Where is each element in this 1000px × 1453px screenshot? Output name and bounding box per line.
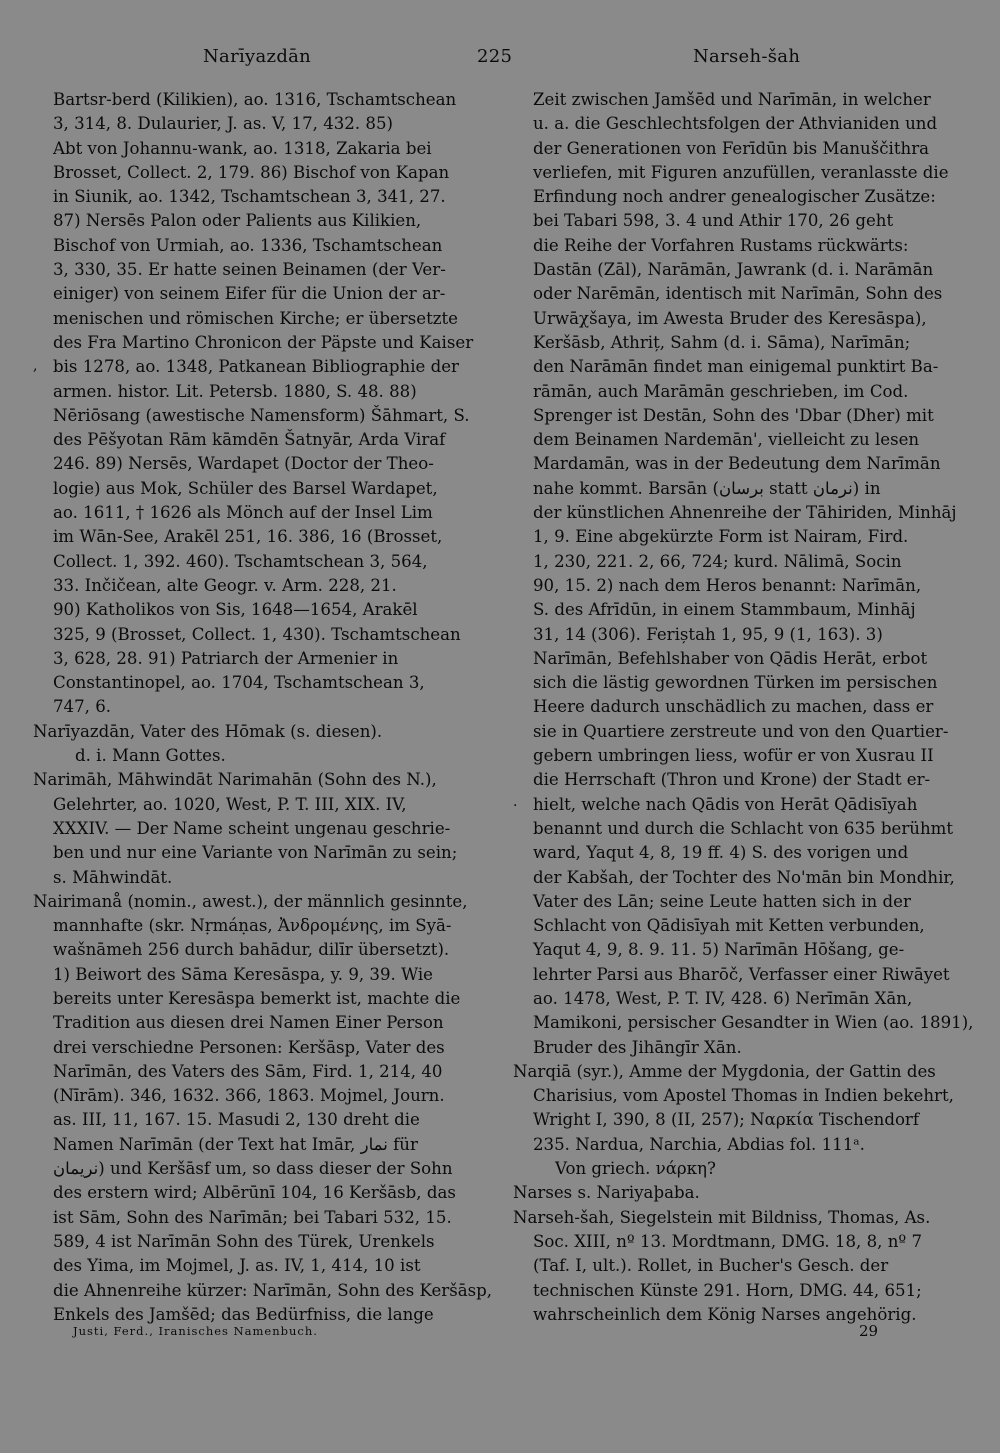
text-line: Keršāsb, Athriț, Sahm (d. i. Sāma), Narīmān; bbox=[533, 332, 911, 352]
right-text-column bbox=[513, 88, 974, 1327]
entry-headword-line: Narses s. Nariyaþaba. bbox=[513, 1183, 700, 1203]
text-line: Gelehrter, ao. 1020, West, P. T. III, XIX. IV, bbox=[53, 794, 407, 814]
text-line: Dastān (Zāl), Narāmān, Jawrank (d. i. Narāmān bbox=[533, 260, 934, 280]
text-line: 87) Nersēs Palon oder Palients aus Kilikien, bbox=[53, 211, 422, 231]
text-line: Narīmān, Befehlshaber von Qādis Herāt, erbot bbox=[533, 648, 928, 668]
text-line: gebern umbringen liess, wofür er von Xusrau II bbox=[533, 746, 934, 766]
printer-signature: Justi, Ferd., Iranisches Namenbuch. bbox=[73, 1324, 318, 1338]
text-line: der Generationen von Ferīdūn bis Manuščithra bbox=[533, 138, 930, 158]
text-line: XXXIV. — Der Name scheint ungenau geschrie- bbox=[53, 818, 451, 838]
text-line: der künstlichen Ahnenreihe der Tāhiriden, Minhāj bbox=[533, 503, 957, 523]
text-line: Charisius, vom Apostel Thomas in Indien bekehrt, bbox=[533, 1086, 954, 1106]
text-line: einiger) von seinem Eifer für die Union der ar- bbox=[53, 284, 446, 304]
text-line: ben und nur eine Variante von Narīmān zu sein; bbox=[53, 843, 458, 863]
text-line: 1, 230, 221. 2, 66, 724; kurd. Nālimā, Socin bbox=[533, 551, 902, 571]
text-line: Schlacht von Qādisīyah mit Ketten verbunden, bbox=[533, 916, 925, 936]
text-line: u. a. die Geschlechtsfolgen der Athvianiden und bbox=[533, 114, 938, 134]
text-line: 747, 6. bbox=[53, 697, 112, 717]
text-line: des Fra Martino Chronicon der Päpste und Kaiser bbox=[53, 332, 474, 352]
text-line: wašnāmeh 256 durch bahādur, dilīr übersetzt). bbox=[53, 940, 450, 960]
text-line: hielt, welche nach Qādis von Herāt Qādisīyah bbox=[533, 794, 918, 814]
text-line: d. i. Mann Gottes. bbox=[75, 746, 226, 766]
text-line: technischen Künste 291. Horn, DMG. 44, 651; bbox=[533, 1280, 922, 1300]
text-line: Collect. 1, 392. 460). Tschamtschean 3, 564, bbox=[53, 551, 428, 571]
text-line: Urwāχšaya, im Awesta Bruder des Keresāspa), bbox=[533, 308, 927, 328]
text-line: im Wān-See, Arakēl 251, 16. 386, 16 (Brosset, bbox=[53, 527, 443, 547]
text-line: (Nīrām). 346, 1632. 366, 1863. Mojmel, Journ. bbox=[53, 1086, 445, 1106]
text-line: verliefen, mit Figuren anzufüllen, veranlasste die bbox=[533, 162, 949, 182]
text-line: dem Beinamen Nardemān', vielleicht zu lesen bbox=[533, 430, 920, 450]
text-line: des Pēšyotan Rām kāmdēn Šatnyār, Arda Viraf bbox=[53, 430, 446, 450]
sheet-number: 29 bbox=[859, 1322, 879, 1340]
text-line: Bartsr-berd (Kilikien), ao. 1316, Tschamtschean bbox=[53, 90, 457, 109]
text-line: s. Māhwindāt. bbox=[53, 867, 173, 887]
text-line: Mardamān, was in der Bedeutung dem Narīmān bbox=[533, 454, 941, 474]
entry-headword-line: Narseh-šah, Siegelstein mit Bildniss, Thomas, As. bbox=[513, 1207, 931, 1227]
text-line: in Siunik, ao. 1342, Tschamtschean 3, 341, 27. bbox=[53, 187, 446, 207]
text-line: mannhafte (skr. Nṛmáṇas, Ἀνδρομένης, im Syā- bbox=[53, 916, 452, 936]
text-line: (Taf. I, ult.). Rollet, in Bucher's Gesch. der bbox=[533, 1256, 889, 1276]
text-line: Sprenger ist Destān, Sohn des 'Dbar (Dher) mit bbox=[533, 405, 934, 425]
text-line: des erstern wird; Albērūnī 104, 16 Keršāsb, das bbox=[53, 1183, 456, 1203]
text-line: bis 1278, ao. 1348, Patkanean Bibliographie der bbox=[53, 357, 459, 377]
text-line: 33. Inčičean, alte Geogr. v. Arm. 228, 21. bbox=[53, 575, 397, 595]
text-line: Enkels des Jamšēd; das Bedürfniss, die lange bbox=[53, 1304, 434, 1324]
text-line: ist Sām, Sohn des Narīmān; bei Tabari 532, 15. bbox=[53, 1207, 452, 1227]
running-head-left: Narīyazdān bbox=[203, 46, 312, 67]
text-line: Von griech. νάρκη? bbox=[555, 1159, 716, 1179]
text-line: Bruder des Jihāngīr Xān. bbox=[533, 1037, 742, 1057]
text-line: 589, 4 ist Narīmān Sohn des Türek, Urenkels bbox=[53, 1231, 435, 1251]
text-line: Soc. XIII, nº 13. Mordtmann, DMG. 18, 8, nº 7 bbox=[533, 1231, 923, 1251]
text-line: wahrscheinlich dem König Narses angehörig. bbox=[533, 1304, 917, 1324]
text-line: Vater des Lān; seine Leute hatten sich in der bbox=[533, 891, 911, 911]
text-line: sich die lästig gewordnen Türken im persischen bbox=[533, 673, 938, 693]
entry-headword-line: Nairimanå (nomin., awest.), der männlich gesinnte, bbox=[33, 891, 468, 911]
text-line: drei verschiedne Personen: Keršāsp, Vater des bbox=[53, 1037, 445, 1057]
text-line: as. III, 11, 167. 15. Masudi 2, 130 dreht die bbox=[53, 1110, 420, 1130]
text-line: benannt und durch die Schlacht von 635 berühmt bbox=[533, 818, 954, 838]
text-line: armen. histor. Lit. Petersb. 1880, S. 48. 88) bbox=[53, 381, 417, 401]
text-line: 90) Katholikos von Sis, 1648—1654, Arakēl bbox=[53, 600, 418, 620]
text-line: menischen und römischen Kirche; er übersetzte bbox=[53, 308, 458, 328]
left-text-column bbox=[33, 88, 493, 1327]
text-line: 90, 15. 2) nach dem Heros benannt: Narīmān, bbox=[533, 575, 922, 595]
text-line: Zeit zwischen Jamšēd und Narīmān, in welcher bbox=[533, 90, 931, 109]
text-line: S. des Afrīdūn, in einem Stammbaum, Minhāj bbox=[533, 600, 916, 620]
text-line: ao. 1478, West, P. T. IV, 428. 6) Nerīmān Xān, bbox=[533, 988, 913, 1008]
text-line: bei Tabari 598, 3. 4 und Athir 170, 26 geht bbox=[533, 211, 894, 231]
text-line: Abt von Johannu-wank, ao. 1318, Zakaria bei bbox=[53, 138, 432, 158]
text-line: Constantinopel, ao. 1704, Tschamtschean 3, bbox=[53, 673, 425, 693]
text-line: 1) Beiwort des Sāma Keresāspa, y. 9, 39. Wie bbox=[53, 964, 433, 984]
text-line: ao. 1611, † 1626 als Mönch auf der Insel Lim bbox=[53, 503, 433, 523]
text-line: Bischof von Urmiah, ao. 1336, Tschamtschean bbox=[53, 235, 443, 255]
text-line: 31, 14 (306). Feriștah 1, 95, 9 (1, 163). 3) bbox=[533, 624, 883, 644]
text-line: Narīmān, des Vaters des Sām, Fird. 1, 214, 40 bbox=[53, 1061, 443, 1081]
text-line: Namen Narīmān (der Text hat Imār, نمار für bbox=[53, 1134, 418, 1154]
entry-headword-line: Narīyazdān, Vater des Hōmak (s. diesen). bbox=[33, 721, 383, 741]
text-line: Nēriōsang (awestische Namensform) Šāhmart, S. bbox=[53, 405, 470, 425]
text-line: logie) aus Mok, Schüler des Barsel Wardapet, bbox=[53, 478, 438, 498]
entry-headword-line: Narimāh, Māhwindāt Narimahān (Sohn des N.), bbox=[33, 770, 437, 790]
text-line: die Reihe der Vorfahren Rustams rückwärts: bbox=[533, 235, 909, 255]
text-line: der Kabšah, der Tochter des No'mān bin Mondhir, bbox=[533, 867, 955, 887]
text-line: die Ahnenreihe kürzer: Narīmān, Sohn des Keršāsp, bbox=[53, 1280, 493, 1300]
text-line: rāmān, auch Marāmān geschrieben, im Cod. bbox=[533, 381, 909, 401]
text-line: oder Narēmān, identisch mit Narīmān, Sohn des bbox=[533, 284, 943, 304]
text-line: 246. 89) Nersēs, Wardapet (Doctor der Theo- bbox=[53, 454, 434, 474]
text-line: nahe kommt. Barsān (برسان statt نرمان) in bbox=[533, 478, 881, 498]
text-line: 3, 314, 8. Dulaurier, J. as. V, 17, 432. 85) bbox=[53, 114, 394, 134]
text-line: den Narāmān findet man einigemal punktirt Ba- bbox=[533, 357, 939, 377]
text-line: sie in Quartiere zerstreute und von den Quartier- bbox=[533, 721, 949, 741]
text-line: Brosset, Collect. 2, 179. 86) Bischof von Kapan bbox=[53, 162, 450, 182]
text-line: 235. Nardua, Narchia, Abdias fol. 111ᵃ. bbox=[533, 1134, 865, 1154]
text-line: bereits unter Keresāspa bemerkt ist, machte die bbox=[53, 988, 461, 1008]
text-line: Tradition aus diesen drei Namen Einer Person bbox=[53, 1013, 444, 1033]
text-line: 325, 9 (Brosset, Collect. 1, 430). Tschamtschean bbox=[53, 624, 461, 644]
running-head-right: Narseh-šah bbox=[693, 46, 801, 67]
text-line: ward, Yaqut 4, 8, 19 ff. 4) S. des vorigen und bbox=[533, 843, 909, 863]
page-number: 225 bbox=[477, 46, 513, 67]
text-line: Erfindung noch andrer genealogischer Zusätze: bbox=[533, 187, 936, 207]
text-line: 3, 628, 28. 91) Patriarch der Armenier in bbox=[53, 648, 399, 668]
text-line: Yaqut 4, 9, 8. 9. 11. 5) Narīmān Hōšang, ge- bbox=[533, 940, 905, 960]
text-line: Wright I, 390, 8 (II, 257); Ναρκία Tischendorf bbox=[533, 1110, 920, 1130]
text-line: Heere dadurch unschädlich zu machen, dass er bbox=[533, 697, 934, 717]
margin-mark: , bbox=[33, 358, 38, 374]
text-line: 3, 330, 35. Er hatte seinen Beinamen (der Ver- bbox=[53, 260, 446, 280]
text-line: die Herrschaft (Thron und Krone) der Stadt er- bbox=[533, 770, 931, 790]
text-line: نریمان) und Keršāsf um, so dass dieser der Sohn bbox=[53, 1159, 453, 1179]
text-line: 1, 9. Eine abgekürzte Form ist Nairam, Fird. bbox=[533, 527, 909, 547]
margin-mark: · bbox=[513, 798, 518, 814]
entry-headword-line: Narqiā (syr.), Amme der Mygdonia, der Gattin des bbox=[513, 1061, 936, 1081]
text-line: des Yima, im Mojmel, J. as. IV, 1, 414, 10 ist bbox=[53, 1256, 421, 1276]
text-line: lehrter Parsi aus Bharōč, Verfasser einer Riwāyet bbox=[533, 964, 950, 984]
text-line: Mamikoni, persischer Gesandter in Wien (ao. 1891), bbox=[533, 1013, 974, 1033]
